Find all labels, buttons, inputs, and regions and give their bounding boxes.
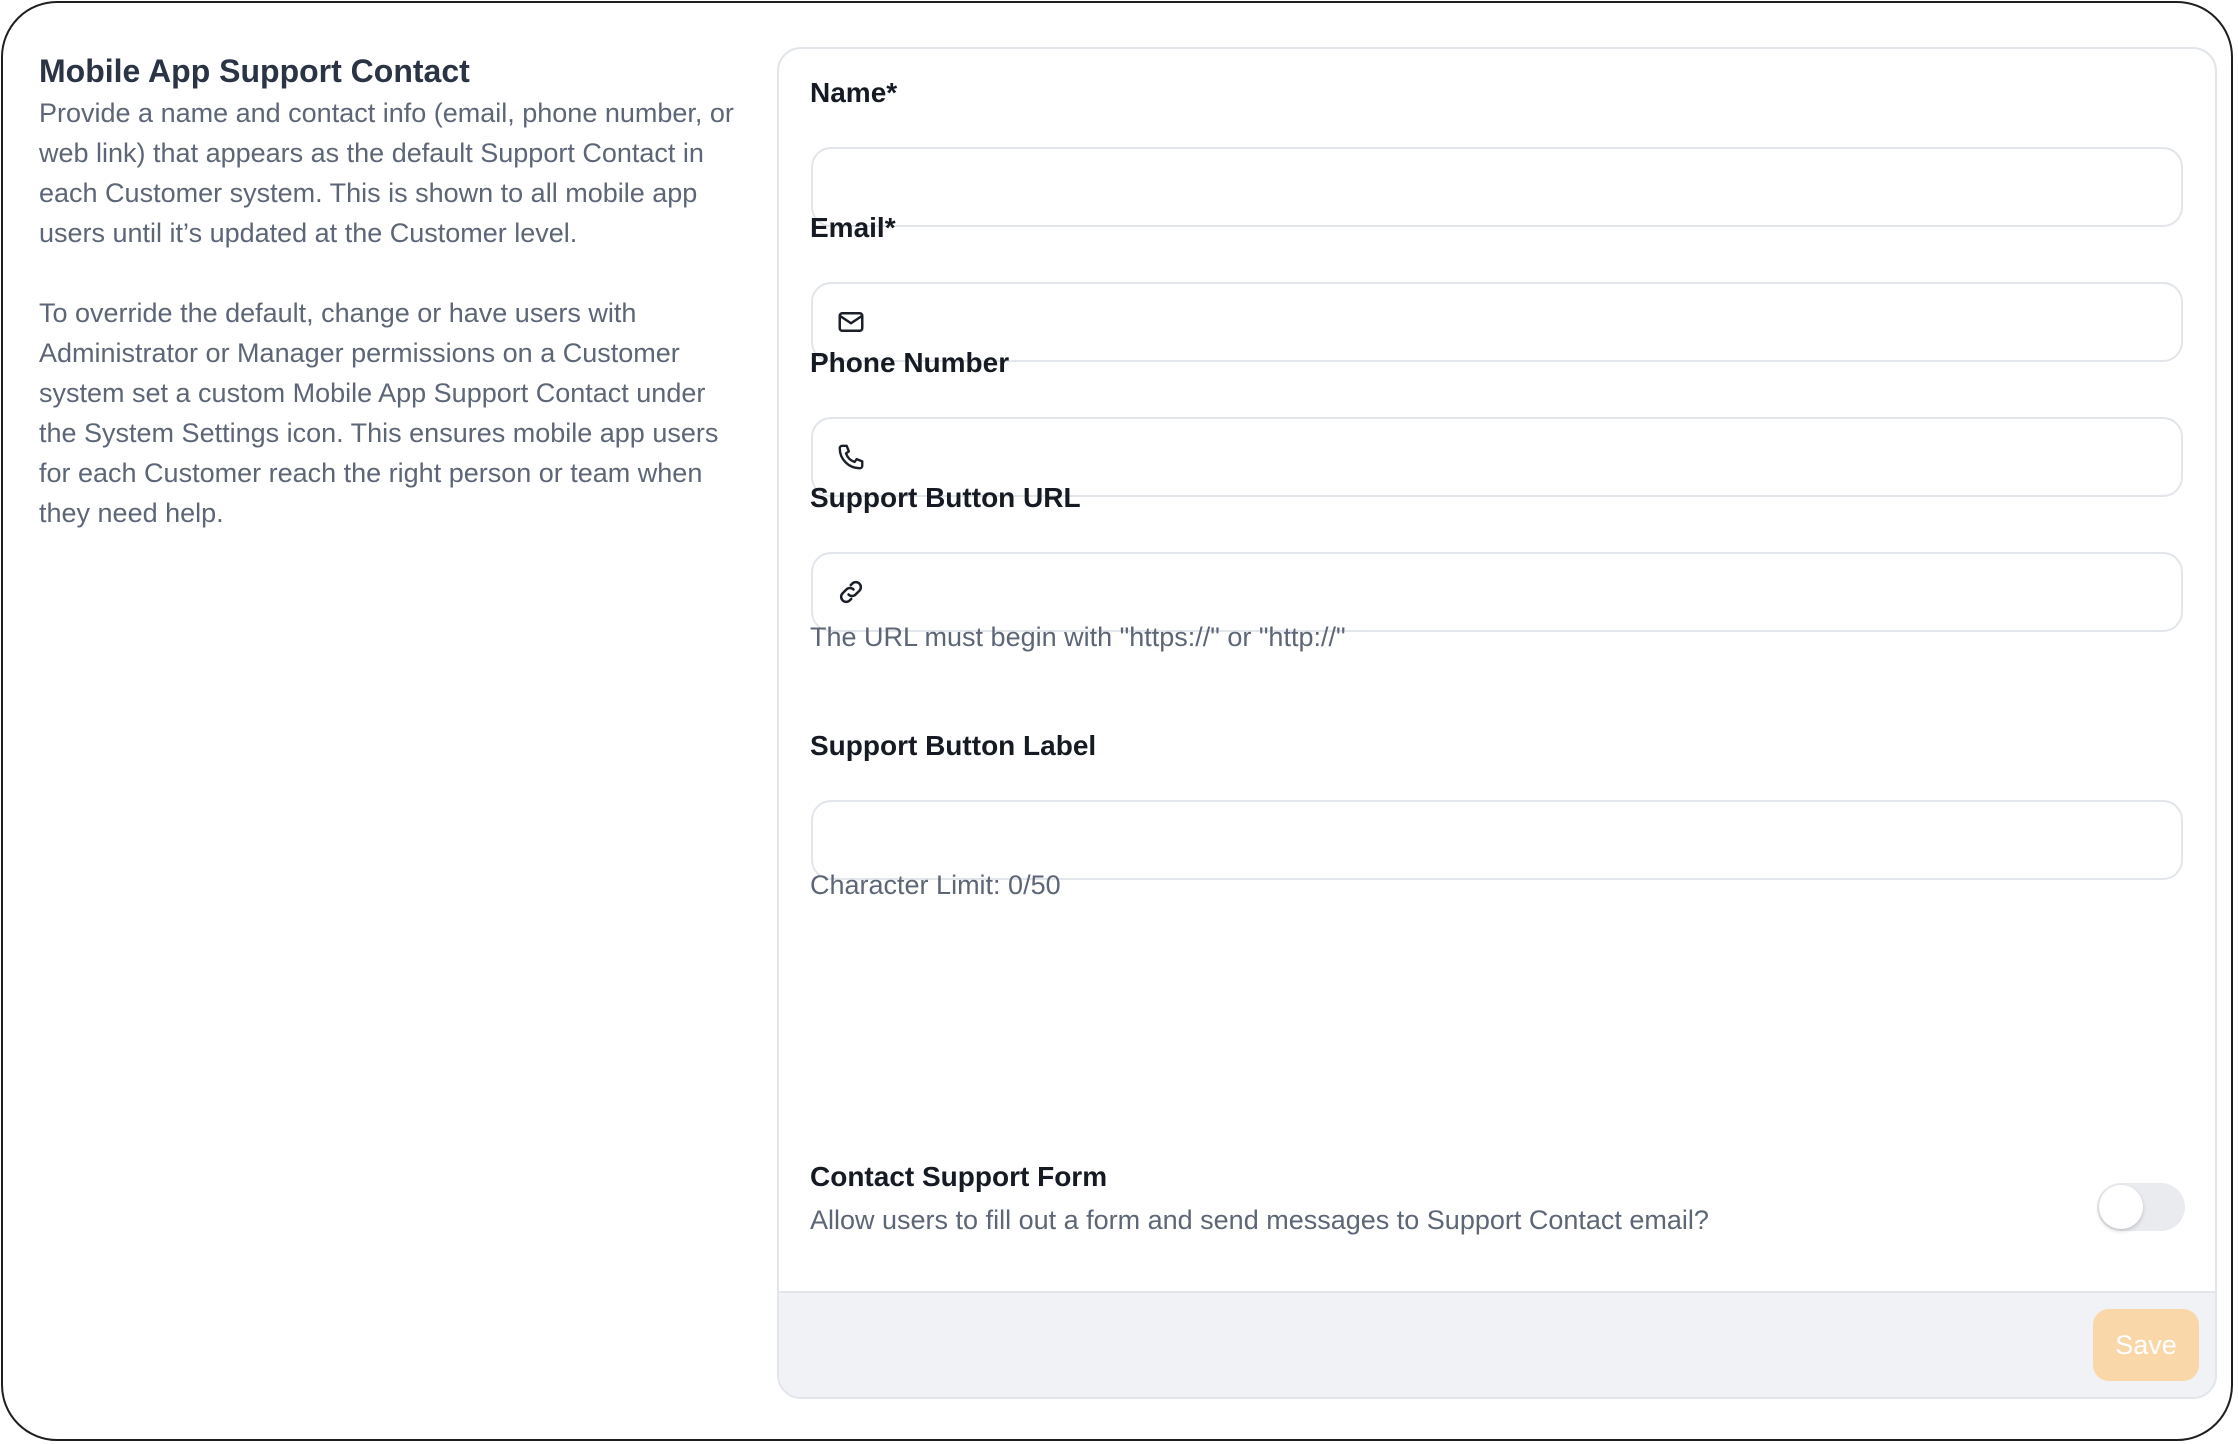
support-label-field-wrapper [811, 800, 2183, 880]
phone-label: Phone Number [810, 347, 1010, 378]
character-limit: Character Limit: 0/50 [810, 870, 1061, 900]
section-intro [39, 49, 739, 533]
support-url-field-wrapper [811, 552, 2183, 632]
settings-panel [1, 1, 2233, 1441]
contact-form-description: Allow users to fill out a form and send messages to Support Contact email? [810, 1205, 1709, 1235]
support-label-input[interactable] [835, 809, 2181, 871]
email-label: Email* [810, 212, 896, 243]
contact-form-toggle[interactable] [2097, 1183, 2185, 1231]
section-description: Provide a name and contact info (email, phone number, or web link) that appears as the default Support Contact in each Customer system. This is shown to all mobile app users until it’s updated at the Customer level. [39, 98, 734, 248]
phone-icon [835, 441, 867, 473]
save-button[interactable]: Save [2093, 1309, 2199, 1381]
link-icon [835, 576, 867, 608]
toggle-knob [2099, 1185, 2143, 1229]
support-url-label: Support Button URL [810, 482, 1081, 513]
mail-icon [835, 306, 867, 338]
support-label-label: Support Button Label [810, 730, 1097, 761]
contact-form-title: Contact Support Form [810, 1161, 1108, 1192]
name-input[interactable] [835, 156, 2181, 218]
section-override-note: To override the default, change or have users with Administrator or Manager permissions on a Customer system set a custom Mobile App Support Contact under the System Settings icon. This ensures mobile app users for each Customer reach the right person or team when they need help. [39, 298, 719, 528]
email-input[interactable] [879, 291, 2181, 353]
support-contact-form [777, 47, 2217, 1399]
support-url-help: The URL must begin with "https://" or "http://" [810, 622, 1346, 652]
form-footer [779, 1291, 2215, 1399]
phone-input[interactable] [879, 426, 2181, 488]
section-title: Mobile App Support Contact [39, 53, 470, 89]
support-url-input[interactable] [879, 561, 2181, 623]
name-field-wrapper [811, 147, 2183, 227]
name-label: Name* [810, 77, 898, 108]
email-field-wrapper [811, 282, 2183, 362]
